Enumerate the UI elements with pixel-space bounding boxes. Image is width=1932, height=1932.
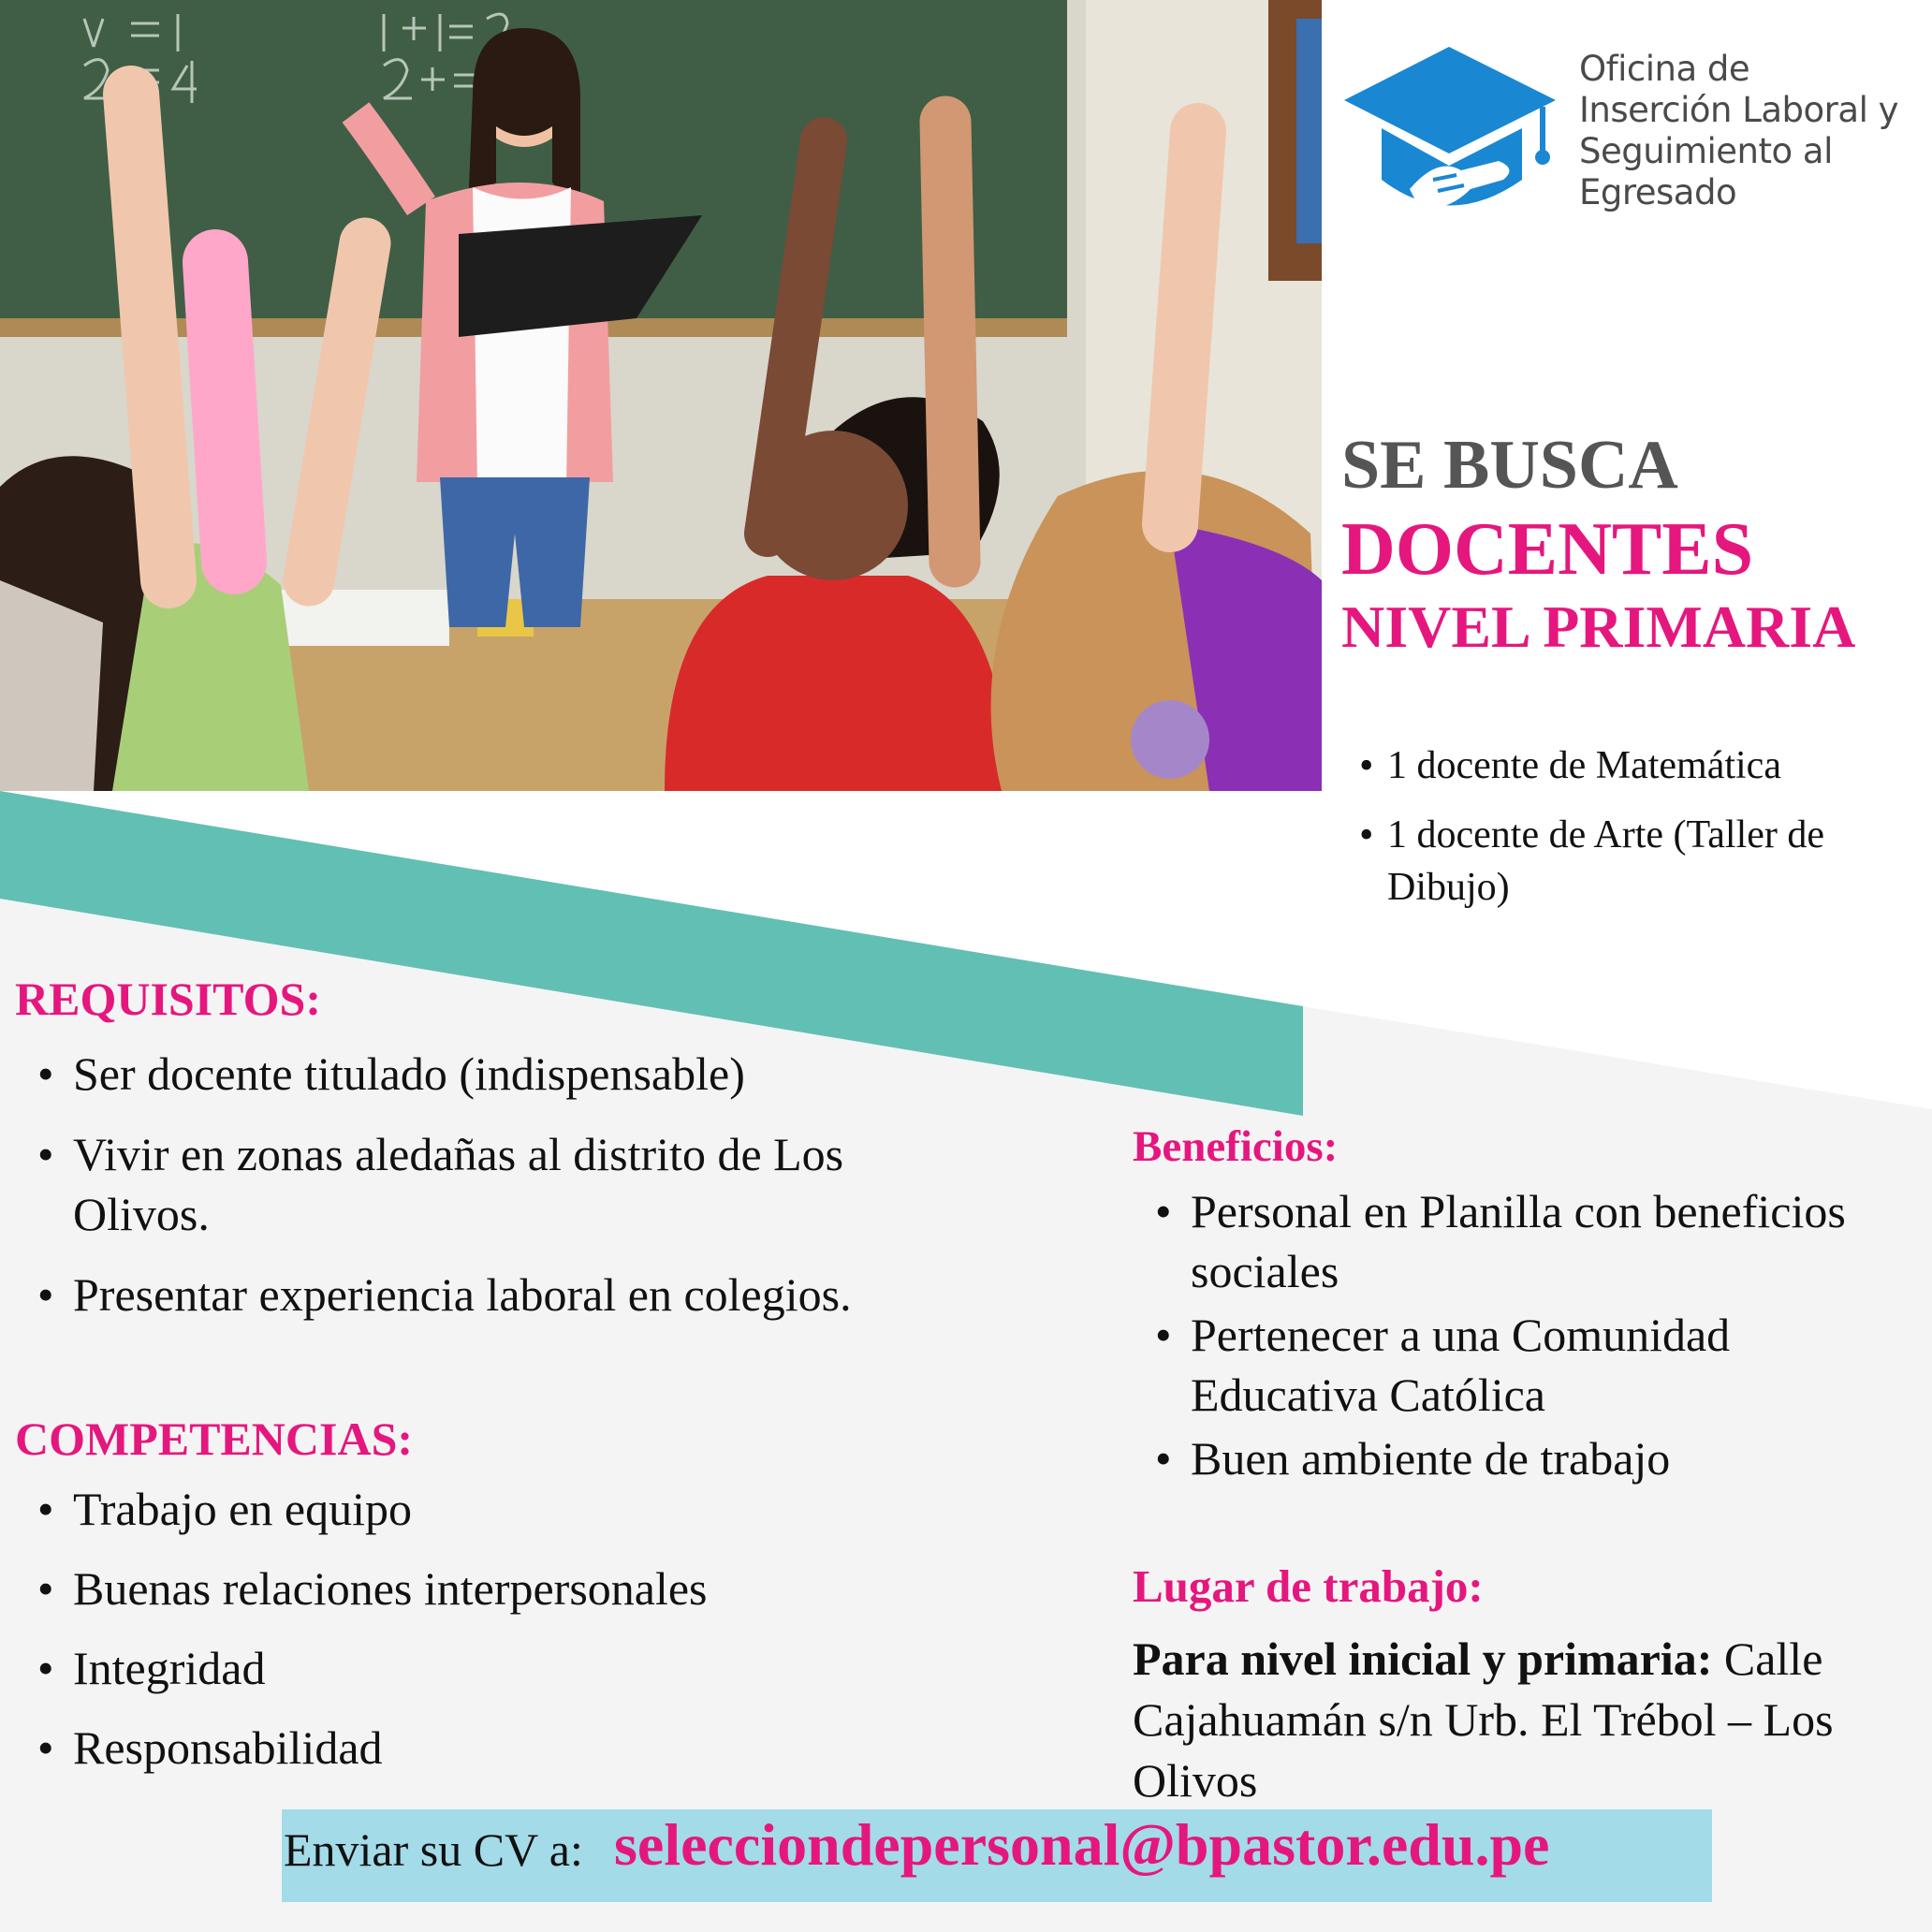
- classroom-photo: [0, 0, 1322, 791]
- headline-nivel-primaria: NIVEL PRIMARIA: [1341, 593, 1856, 660]
- headline-docentes: DOCENTES: [1341, 508, 1754, 591]
- beneficios-list: [1155, 1181, 1913, 1492]
- list-item: • 1 docente de Matemática: [1363, 739, 1915, 792]
- section-title-competencias: COMPETENCIAS:: [15, 1412, 414, 1465]
- office-name-line: Seguimiento al: [1579, 131, 1833, 171]
- headline-se-busca: SE BUSCA: [1341, 427, 1678, 504]
- work-location-address: Calle Cajahuamán s/n Urb. El Trébol – Los Olivos: [1133, 1632, 1834, 1807]
- list-item: • Vivir en zonas aledañas al distrito de Los Olivos.: [37, 1124, 953, 1244]
- office-name-line: Egresado: [1579, 172, 1737, 212]
- section-title-requisitos: REQUISITOS:: [15, 973, 321, 1025]
- list-item: • Personal en Planilla con beneficios sociales: [1155, 1181, 1913, 1301]
- work-location: [1133, 1629, 1914, 1811]
- work-location-label: Para nivel inicial y primaria:: [1133, 1632, 1713, 1685]
- list-item: • Ser docente titulado (indispensable): [37, 1044, 973, 1104]
- footer-label: Enviar su CV a:: [284, 1823, 583, 1876]
- contact-email-link[interactable]: selecciondepersonal@bpastor.edu.pe: [614, 1811, 1550, 1878]
- section-title-lugar: Lugar de trabajo:: [1133, 1560, 1484, 1612]
- office-name: [1579, 49, 1898, 213]
- list-item: • Buenas relaciones interpersonales: [37, 1559, 880, 1618]
- section-title-beneficios: Beneficios:: [1133, 1122, 1339, 1171]
- office-name-line: Inserción Laboral y: [1579, 90, 1899, 130]
- list-item: • Trabajo en equipo: [37, 1479, 880, 1539]
- list-item: • Responsabilidad: [37, 1718, 880, 1778]
- list-item: • Presentar experiencia laboral en colegios.: [37, 1265, 973, 1325]
- list-item: • 1 docente de Arte (Taller de Dibujo): [1363, 809, 1915, 914]
- office-name-line: Oficina de: [1579, 49, 1750, 89]
- requisitos-list: [37, 1044, 973, 1345]
- list-item: • Pertenecer a una Comunidad Educativa Católica: [1155, 1305, 1827, 1425]
- list-item: • Buen ambiente de trabajo: [1155, 1428, 1913, 1488]
- competencias-list: [37, 1479, 880, 1797]
- positions-list: [1363, 739, 1915, 930]
- list-item: • Integridad: [37, 1638, 880, 1698]
